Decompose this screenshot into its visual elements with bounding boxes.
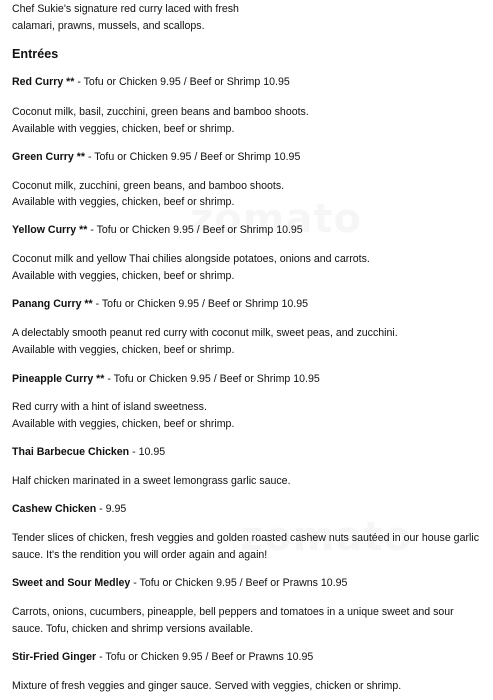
menu-item-heading — [12, 651, 313, 664]
menu-item-heading — [12, 446, 165, 459]
menu-item-desc: Available with veggies, chicken, beef or shrimp. — [12, 196, 235, 208]
menu-item-price: - Tofu or Chicken 9.95 / Beef or Shrimp 10.95 — [85, 151, 301, 163]
menu-item-desc: A delectably smooth peanut red curry with coconut milk, sweet peas, and zucchini. — [12, 327, 398, 339]
menu-item-desc: sauce. Tofu, chicken and shrimp versions available. — [12, 623, 254, 635]
menu-item-price: - Tofu or Chicken 9.95 / Beef or Shrimp 10.95 — [74, 76, 290, 88]
menu-item-heading — [12, 151, 300, 164]
menu-item-desc: Half chicken marinated in a sweet lemongrass garlic sauce. — [12, 475, 291, 487]
menu-item-heading — [12, 76, 290, 89]
menu-item-heading — [12, 503, 126, 516]
menu-item-price: - Tofu or Chicken 9.95 / Beef or Prawns 10.95 — [130, 577, 348, 589]
menu-item-name: Stir-Fried Ginger — [12, 651, 97, 663]
menu-item-desc: Available with veggies, chicken, beef or shrimp. — [12, 123, 235, 135]
menu-item-desc: Available with veggies, chicken, beef or shrimp. — [12, 418, 235, 430]
intro-line: calamari, prawns, mussels, and scallops. — [12, 20, 205, 32]
menu-item-price: - 9.95 — [96, 503, 127, 515]
section-title: Entrées — [12, 47, 59, 61]
menu-item-heading — [12, 298, 308, 311]
menu-item-desc: Coconut milk and yellow Thai chilies alongside potatoes, onions and carrots. — [12, 253, 370, 265]
intro-line: Chef Sukie's signature red curry laced with fresh — [12, 3, 239, 15]
menu-item-desc: Coconut milk, zucchini, green beans, and bamboo shoots. — [12, 180, 285, 192]
menu-item-name: Thai Barbecue Chicken — [12, 446, 130, 458]
menu-item-desc: Coconut milk, basil, zucchini, green beans and bamboo shoots. — [12, 106, 309, 118]
menu-item-name: Pineapple Curry ** — [12, 373, 105, 385]
menu-item-price: - Tofu or Chicken 9.95 / Beef or Shrimp 10.95 — [104, 373, 320, 385]
menu-item-price: - 10.95 — [129, 446, 166, 458]
menu-item-name: Panang Curry ** — [12, 298, 93, 310]
menu-item-name: Red Curry ** — [12, 76, 75, 88]
menu-item-name: Sweet and Sour Medley — [12, 577, 131, 589]
menu-item-desc: Available with veggies, chicken, beef or shrimp. — [12, 344, 235, 356]
menu-item-name: Cashew Chicken — [12, 503, 97, 515]
menu-item-desc: Available with veggies, chicken, beef or shrimp. — [12, 270, 235, 282]
menu-item-desc: Tender slices of chicken, fresh veggies and golden roasted cashew nuts sautéed in our house garlic — [12, 532, 479, 544]
menu-item-price: - Tofu or Chicken 9.95 / Beef or Shrimp 10.95 — [92, 298, 308, 310]
menu-item-price: - Tofu or Chicken 9.95 / Beef or Prawns 10.95 — [96, 651, 314, 663]
menu-item-desc: Carrots, onions, cucumbers, pineapple, bell peppers and tomatoes in a unique sweet and sour — [12, 606, 454, 618]
menu-item-heading — [12, 224, 303, 237]
menu-item-heading — [12, 373, 320, 386]
menu-item-desc: Red curry with a hint of island sweetness. — [12, 401, 207, 413]
menu-item-desc: Mixture of fresh veggies and ginger sauce. Served with veggies, chicken or shrimp. — [12, 680, 402, 692]
menu-item-desc: sauce. It's the rendition you will order again and again! — [12, 549, 268, 561]
menu-item-name: Yellow Curry ** — [12, 224, 88, 236]
menu-item-heading — [12, 577, 347, 590]
menu-item-price: - Tofu or Chicken 9.95 / Beef or Shrimp 10.95 — [87, 224, 303, 236]
menu-item-name: Green Curry ** — [12, 151, 86, 163]
